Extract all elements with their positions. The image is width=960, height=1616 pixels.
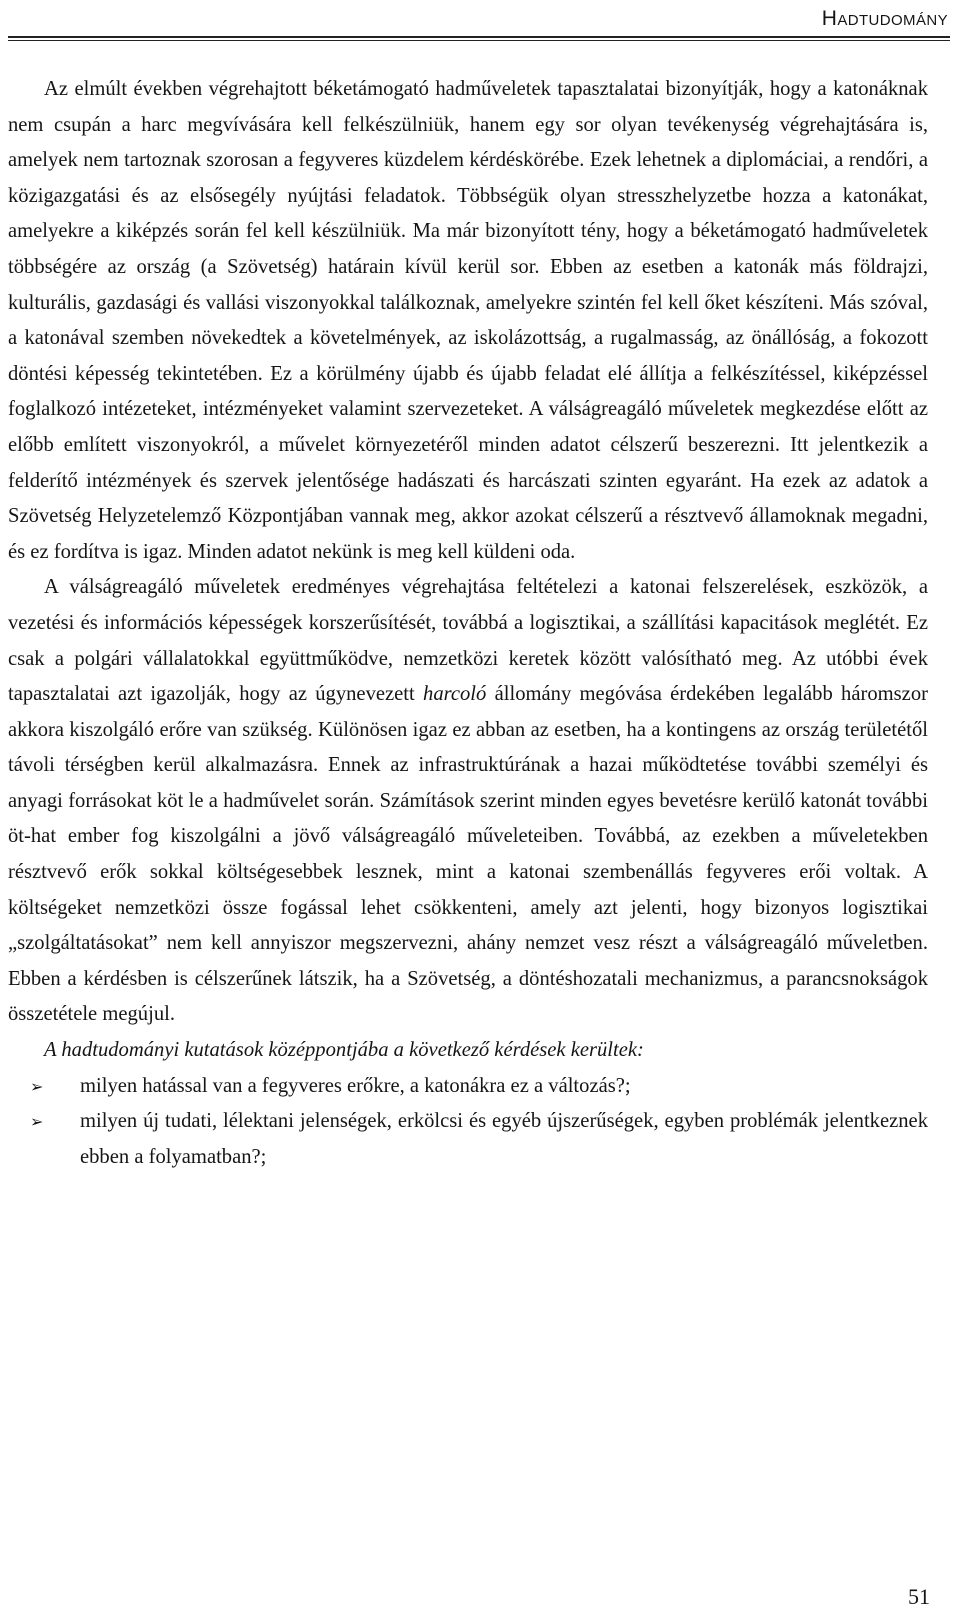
page-header [8, 4, 950, 34]
header-rule-thick [8, 36, 950, 38]
arrow-bullet-icon: ➢ [30, 1112, 44, 1132]
body-text [8, 72, 928, 1175]
list-item [8, 1069, 928, 1105]
paragraph-2-emphasis: harcoló [423, 683, 487, 706]
research-questions-heading: A hadtudományi kutatások középpontjába a következő kérdések kerültek: [44, 1039, 644, 1062]
paragraph-2 [8, 570, 928, 1033]
list-item [8, 1104, 928, 1175]
research-questions-list [8, 1069, 928, 1176]
header-rule-thin [8, 40, 950, 41]
list-item-text: milyen hatással van a fegyveres erőkre, a katonákra ez a változás?; [80, 1074, 631, 1097]
arrow-bullet-icon: ➢ [30, 1076, 44, 1096]
paragraph-1: Az elmúlt években végrehajtott béketámogató hadműveletek tapasztalatai bizonyítják, hogy a katonáknak nem csupán a harc megvívására kell felkészülniük, hanem egy sor olyan tevékenység végrehajtására is, amelyek nem tartoznak szorosan a fegyveres küzdelem kérdéskörébe. Ezek lehetnek a diplomáciai, a rendőri, a közigazgatási és az elsősegély nyújtási feladatok. Többségük olyan stresszhelyzetbe hozza a katonákat, amelyekre a kiképzés során fel kell készülniük. Ma már bizonyított tény, hogy a béketámogató hadműveletek többségére az ország (a Szövetség) határain kívül kerül sor. Ebben az esetben a katonák más földrajzi, kulturális, gazdasági és vallási viszonyokkal találkoznak, amelyekre szintén fel kell őket készíteni. Más szóval, a katonával szemben növekedtek a követelmények, az iskolázottság, a rugalmasság, az önállóság, a fokozott döntési képesség tekintetében. Ez a körülmény újabb és újabb feladat elé állítja a felkészítéssel, kiképzéssel foglalkozó intézeteket, intézményeket valamint szervezeteket. A válságreagáló műveletek megkezdése előtt az előbb említett viszonyokról, a művelet környezetéről minden adatot célszerű beszerezni. Itt jelentkezik a felderítő intézmények és szervek jelentősége hadászati és harcászati szinten egyaránt. Ha ezek az adatok a Szövetség Helyzetelemző Központjában vannak meg, akkor azokat célszerű a résztvevő államoknak megadni, és ez fordítva is igaz. Minden adatot nekünk is meg kell küldeni oda. [8, 78, 928, 563]
page-number: 51 [908, 1584, 930, 1609]
list-item-text: milyen új tudati, lélektani jelenségek, erkölcsi és egyéb újszerűségek, egyben problémák jelentkeznek ebben a folyamatban?; [80, 1110, 928, 1168]
paragraph-2-part-2: állomány megóvása érdekében legalább háromszor akkora kiszolgáló erőre van szükség. Különösen igaz ez abban az esetben, ha a kontingens az ország területétől távoli térségben kerül alkalmazásra. Ennek az infrastruktúrának a hazai működtetése további személyi és anyagi forrásokat köt le a hadművelet során. Számítások szerint minden egyes bevetésre kerülő katonát további öt-hat ember fog kiszolgálni a jövő válságreagáló műveleteiben. Továbbá, az ezekben a műveletekben résztvevő erők sokkal költségesebbek lesznek, mint a katonai szembenállás fegyveres erői voltak. A költségeket nemzetközi össze fogással lehet csökkenteni, amely azt jelenti, hogy bizonyos logisztikai „szolgáltatásokat” nem kell annyiszor megszervezni, ahány nemzet vesz részt a válságreagáló műveletben. Ebben a kérdésben is célszerűnek látszik, ha a Szövetség, a döntéshozatali mechanizmus, a parancsnokságok összetétele megújul. [8, 683, 928, 1026]
running-header-title: Hadtudomány [821, 7, 948, 30]
paragraph-2-part-1: A válságreagáló műveletek eredményes végrehajtása feltételezi a katonai felszerelések, eszközök, a vezetési és információs képességek korszerűsítését, továbbá a logisztikai, a szállítási kapacitások meglétét. Ez csak a polgári vállalatokkal együttműködve, nemzetközi keretek között valósítható meg. Az utóbbi évek tapasztalatai azt igazolják, hogy az úgynevezett [8, 576, 928, 706]
